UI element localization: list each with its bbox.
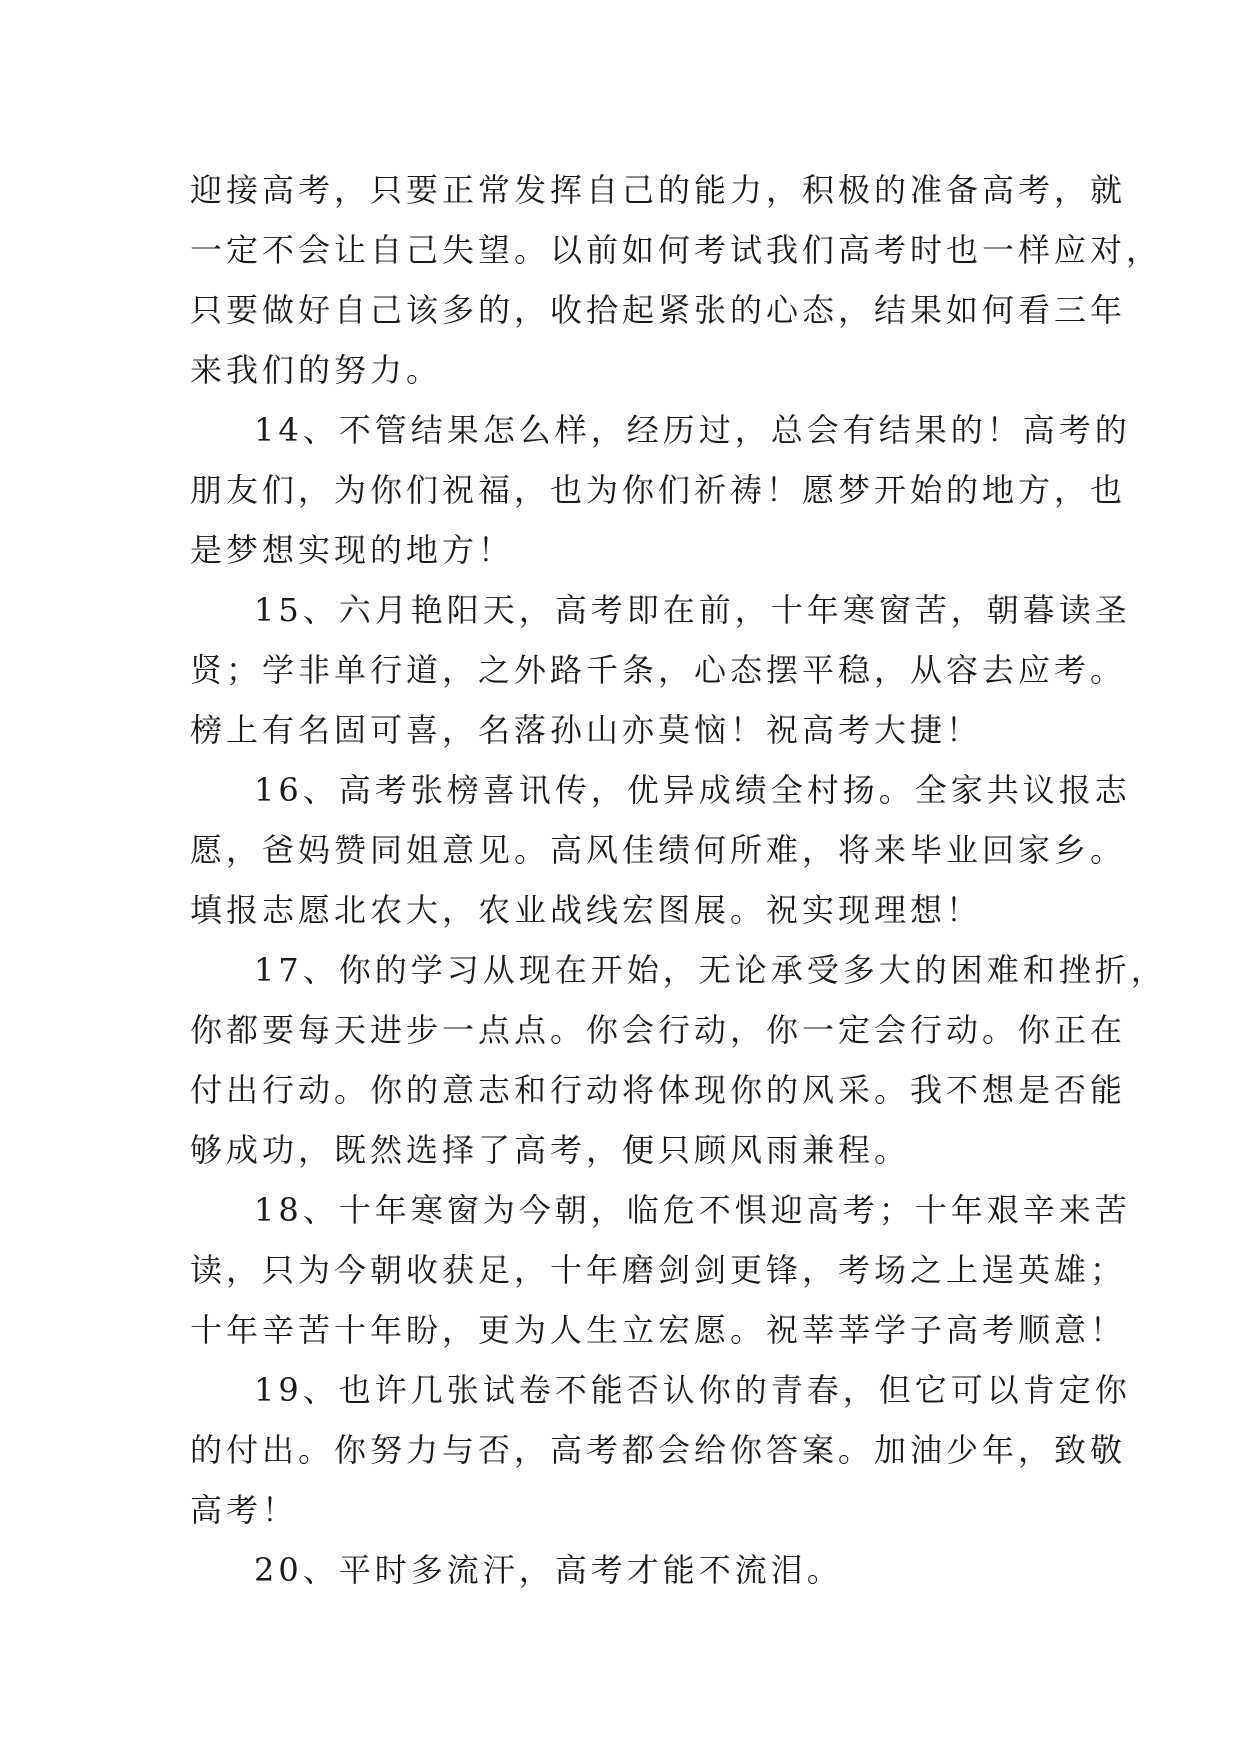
paragraph: [190, 1540, 1090, 1600]
text-line: 是梦想实现的地方！: [190, 531, 515, 569]
text-line: 迎接高考，只要正常发挥自己的能力，积极的准备高考，就: [190, 171, 1127, 209]
document-body: [190, 160, 1167, 1600]
text-line: 填报志愿北农大，农业战线宏图展。祝实现理想！: [190, 891, 983, 929]
text-line: 朋友们，为你们祝福，也为你们祈祷！愿梦开始的地方，也: [190, 471, 1127, 509]
text-line: 17、你的学习从现在开始，无论承受多大的困难和挫折，: [254, 951, 1167, 989]
paragraph: [190, 580, 1131, 760]
text-line: 付出行动。你的意志和行动将体现你的风采。我不想是否能: [190, 1071, 1127, 1109]
text-line: 19、也许几张试卷不能否认你的青春，但它可以肯定你: [254, 1371, 1131, 1409]
text-line: 一定不会让自己失望。以前如何考试我们高考时也一样应对，: [190, 231, 1163, 269]
text-line: 来我们的努力。: [190, 351, 443, 389]
paragraph: [190, 1360, 1131, 1540]
text-line: 20、平时多流汗，高考才能不流泪。: [254, 1551, 843, 1589]
text-line: 15、六月艳阳天，高考即在前，十年寒窗苦，朝暮读圣: [254, 591, 1131, 629]
text-line: 读，只为今朝收获足，十年磨剑剑更锋，考场之上逞英雄；: [190, 1251, 1127, 1289]
text-line: 十年辛苦十年盼，更为人生立宏愿。祝莘莘学子高考顺意！: [190, 1311, 1127, 1349]
text-line: 16、高考张榜喜讯传，优异成绩全村扬。全家共议报志: [254, 771, 1131, 809]
text-line: 榜上有名固可喜，名落孙山亦莫恼！祝高考大捷！: [190, 711, 983, 749]
paragraph: [190, 400, 1131, 580]
text-line: 的付出。你努力与否，高考都会给你答案。加油少年，致敬: [190, 1431, 1127, 1469]
paragraph: [190, 760, 1131, 940]
paragraph: [190, 1180, 1131, 1360]
text-line: 够成功，既然选择了高考，便只顾风雨兼程。: [190, 1131, 911, 1169]
text-line: 18、十年寒窗为今朝，临危不惧迎高考；十年艰辛来苦: [254, 1191, 1131, 1229]
text-line: 贤；学非单行道，之外路千条，心态摆平稳，从容去应考。: [190, 651, 1127, 689]
text-line: 你都要每天进步一点点。你会行动，你一定会行动。你正在: [190, 1011, 1127, 1049]
paragraph: [190, 940, 1167, 1180]
text-line: 高考！: [190, 1491, 299, 1529]
text-line: 14、不管结果怎么样，经历过，总会有结果的！高考的: [254, 411, 1131, 449]
text-line: 愿，爸妈赞同姐意见。高风佳绩何所难，将来毕业回家乡。: [190, 831, 1127, 869]
text-line: 只要做好自己该多的，收拾起紧张的心态，结果如何看三年: [190, 291, 1127, 329]
paragraph: [190, 160, 1163, 400]
